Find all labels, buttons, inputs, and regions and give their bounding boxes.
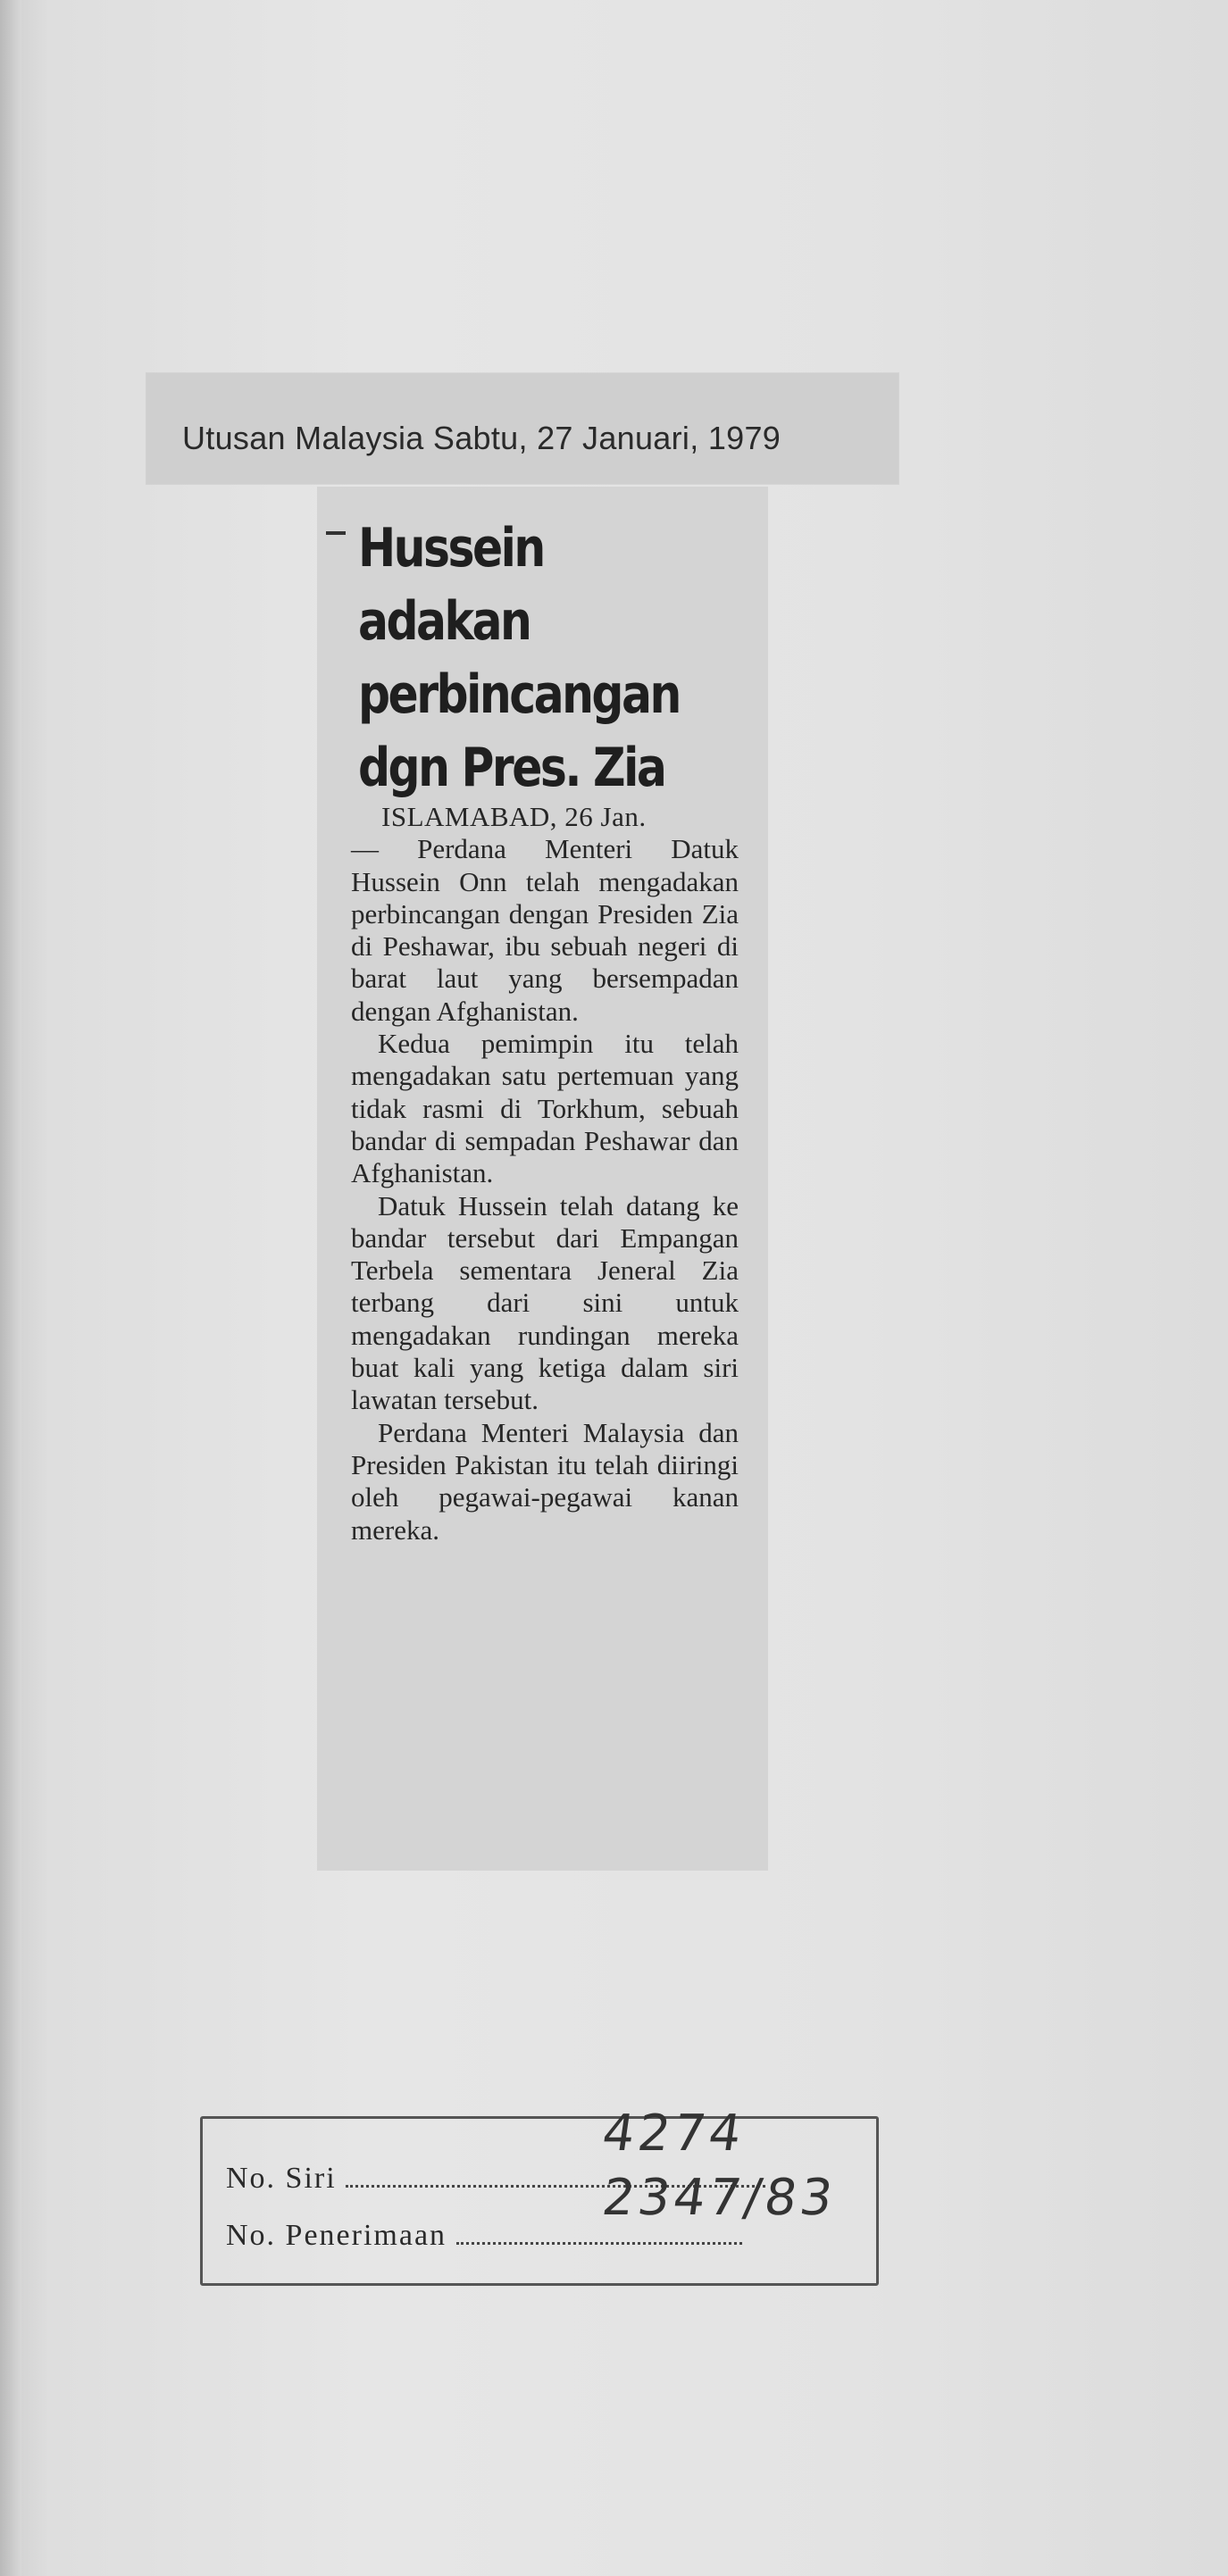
article-paragraph-3: Datuk Hussein telah datang ke bandar tersebut dari Empangan Terbela sementara Jeneral Zia terbang dari sini untuk mengadakan rundingan mereka buat kali yang ketiga dalam siri lawatan tersebut. (351, 1189, 739, 1416)
penerimaan-label: No. Penerimaan (226, 2219, 447, 2252)
headline (358, 512, 689, 804)
newspaper-clipping (317, 487, 768, 1871)
dateline: ISLAMABAD, 26 Jan. (381, 801, 647, 832)
article-paragraph-2: Kedua pemimpin itu telah mengadakan satu pertemuan yang tidak rasmi di Torkhum, sebuah bandar di sempadan Peshawar dan Afghanistan. (351, 1028, 739, 1189)
penerimaan-handwritten-value: 2347/83 (598, 2169, 840, 2227)
siri-label: No. Siri (226, 2162, 337, 2195)
headline-line-4: dgn Pres. Zia (358, 737, 665, 799)
article-paragraph-1: — Perdana Menteri Datuk Hussein Onn telah mengadakan perbincangan dengan Presiden Zia di Peshawar, ibu sebuah negeri di barat laut yang bersempadan dengan Afghanistan. (351, 833, 739, 1027)
registration-stamp (200, 2105, 879, 2286)
headline-line-2: adakan (358, 590, 530, 653)
siri-handwritten-value: 4274 (598, 2105, 749, 2163)
masthead-text: Utusan Malaysia Sabtu, 27 Januari, 1979 (182, 420, 781, 456)
clipping-dash-mark (326, 531, 346, 535)
headline-line-3: perbincangan (358, 663, 680, 726)
masthead-strip (146, 373, 898, 484)
headline-line-1: Hussein (358, 517, 544, 579)
article-body (351, 801, 739, 1546)
page-edge (0, 0, 21, 2576)
article-paragraph-4: Perdana Menteri Malaysia dan Presiden Pakistan itu telah diiringi oleh pegawai-pegawai kanan mereka. (351, 1416, 739, 1546)
